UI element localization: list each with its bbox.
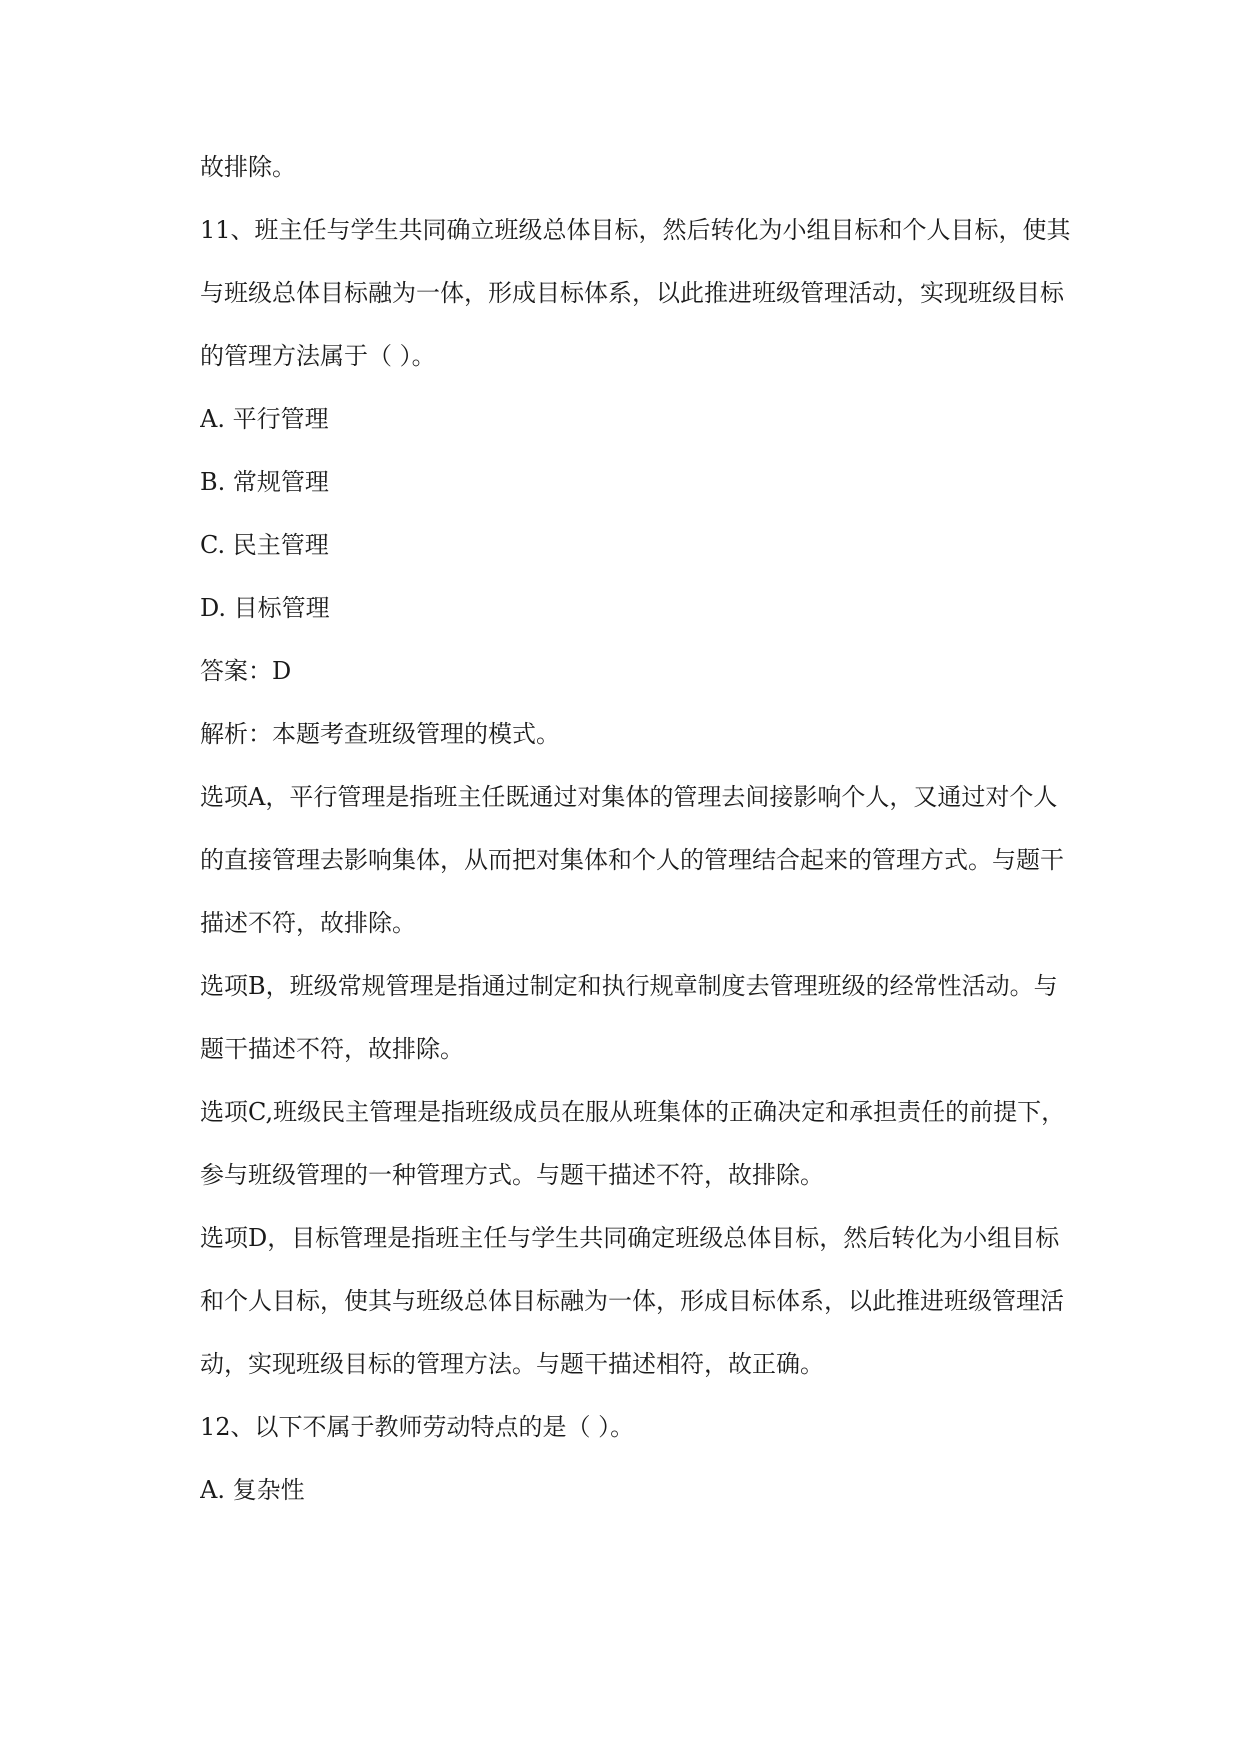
analysis-option-a-line-3: 描述不符，故排除。 [200, 909, 416, 937]
option-a: A. 平行管理 [200, 405, 329, 433]
question-11-stem-line-1: 11、班主任与学生共同确立班级总体目标，然后转化为小组目标和个人目标，使其 [200, 216, 1071, 244]
analysis-option-d-line-3: 动，实现班级目标的管理方法。与题干描述相符，故正确。 [200, 1350, 824, 1378]
analysis-option-c-line-2: 参与班级管理的一种管理方式。与题干描述不符，故排除。 [200, 1161, 824, 1189]
analysis-option-a-line-1: 选项A，平行管理是指班主任既通过对集体的管理去间接影响个人，又通过对个人 [200, 783, 1058, 811]
question-11-stem-line-3: 的管理方法属于（ ）。 [200, 342, 436, 370]
question-12-option-a: A. 复杂性 [200, 1476, 305, 1504]
option-d: D. 目标管理 [200, 594, 330, 622]
answer: 答案：D [200, 657, 292, 685]
analysis-option-c-line-1: 选项C,班级民主管理是指班级成员在服从班集体的正确决定和承担责任的前提下， [200, 1098, 1066, 1126]
option-b: B. 常规管理 [200, 468, 329, 496]
analysis-option-b-line-1: 选项B，班级常规管理是指通过制定和执行规章制度去管理班级的经常性活动。与 [200, 972, 1058, 1000]
analysis-intro: 解析：本题考查班级管理的模式。 [200, 720, 560, 748]
analysis-option-d-line-2: 和个人目标，使其与班级总体目标融为一体，形成目标体系，以此推进班级管理活 [200, 1287, 1064, 1315]
question-12-stem: 12、以下不属于教师劳动特点的是（ ）。 [200, 1413, 635, 1441]
question-11-stem-line-2: 与班级总体目标融为一体，形成目标体系，以此推进班级管理活动，实现班级目标 [200, 279, 1064, 307]
analysis-option-b-line-2: 题干描述不符，故排除。 [200, 1035, 464, 1063]
text-line: 故排除。 [200, 153, 296, 181]
option-c: C. 民主管理 [200, 531, 329, 559]
analysis-option-d-line-1: 选项D，目标管理是指班主任与学生共同确定班级总体目标，然后转化为小组目标 [200, 1224, 1060, 1252]
analysis-option-a-line-2: 的直接管理去影响集体，从而把对集体和个人的管理结合起来的管理方式。与题干 [200, 846, 1064, 874]
